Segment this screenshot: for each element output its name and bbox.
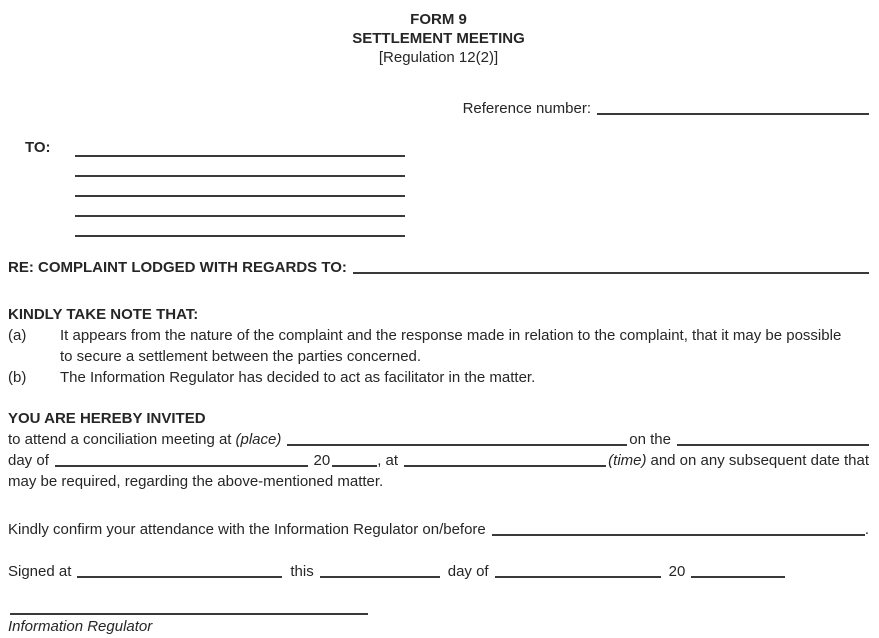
attend-text: to attend a conciliation meeting at: [8, 431, 232, 448]
signed-day-field[interactable]: [320, 563, 440, 578]
place-hint: (place): [235, 431, 282, 448]
form-regulation: [Regulation 12(2)]: [378, 49, 499, 66]
year-prefix-text: 20: [313, 452, 331, 469]
note-text-b: The Information Regulator has decided to act as facilitator in the matter.: [60, 369, 536, 386]
subsequent-text: and on any subsequent date that: [650, 452, 869, 469]
to-address-field-1[interactable]: [75, 137, 405, 157]
invitation-heading: YOU ARE HEREBY INVITED: [8, 410, 206, 427]
reference-number-field[interactable]: [597, 100, 869, 115]
month-field[interactable]: [55, 452, 308, 467]
signed-at-text: Signed at: [8, 563, 72, 580]
re-row: [8, 257, 869, 278]
invitation-line-3: may be required, regarding the above-mentioned matter.: [8, 473, 384, 490]
time-hint: (time): [608, 452, 647, 469]
time-field[interactable]: [404, 452, 606, 467]
signature-field[interactable]: [10, 609, 368, 615]
signed-row: [8, 561, 869, 582]
confirmation-period: .: [864, 521, 869, 538]
on-the-text: on the: [629, 431, 671, 448]
year-field[interactable]: [332, 452, 377, 467]
form-title: FORM 9: [410, 11, 467, 28]
note-item-a: [8, 325, 869, 367]
to-section: [8, 137, 869, 237]
signature-block: [8, 609, 869, 637]
signature-label: Information Regulator: [8, 618, 153, 635]
reference-label: Reference number:: [462, 100, 591, 117]
notes-heading: KINDLY TAKE NOTE THAT:: [8, 306, 199, 323]
note-marker-a: (a): [8, 327, 27, 344]
re-label: RE: COMPLAINT LODGED WITH REGARDS TO:: [8, 259, 347, 276]
invitation-line-1: [8, 429, 869, 450]
signed-year-field[interactable]: [691, 563, 785, 578]
signed-day-of-text: day of: [447, 563, 489, 580]
to-address-field-4[interactable]: [75, 197, 405, 217]
signed-year-prefix: 20: [668, 563, 686, 580]
invitation-line-2: [8, 450, 869, 471]
day-of-text: day of: [8, 452, 49, 469]
place-field[interactable]: [287, 431, 627, 446]
note-text-a: It appears from the nature of the complaint and the response made in relation to the complaint, that it may be possible to secure a settlement between the parties concerned.: [60, 327, 842, 365]
complaint-subject-field[interactable]: [353, 259, 869, 274]
confirm-date-field[interactable]: [492, 521, 865, 536]
to-label: TO:: [25, 139, 51, 156]
to-address-field-3[interactable]: [75, 177, 405, 197]
comma-at-text: , at: [377, 452, 399, 469]
confirmation-row: [8, 519, 869, 540]
to-address-fields: [75, 137, 405, 237]
note-item-b: [8, 367, 869, 388]
to-address-field-5[interactable]: [75, 217, 405, 237]
reference-row: [8, 98, 869, 119]
this-text: this: [290, 563, 314, 580]
signed-place-field[interactable]: [77, 563, 282, 578]
to-address-field-2[interactable]: [75, 157, 405, 177]
form-subtitle: SETTLEMENT MEETING: [352, 30, 525, 47]
day-number-field[interactable]: [677, 431, 869, 446]
note-marker-b: (b): [8, 369, 27, 386]
signed-month-field[interactable]: [495, 563, 661, 578]
form-header: [8, 8, 869, 67]
confirmation-text: Kindly confirm your attendance with the Information Regulator on/before: [8, 521, 486, 538]
